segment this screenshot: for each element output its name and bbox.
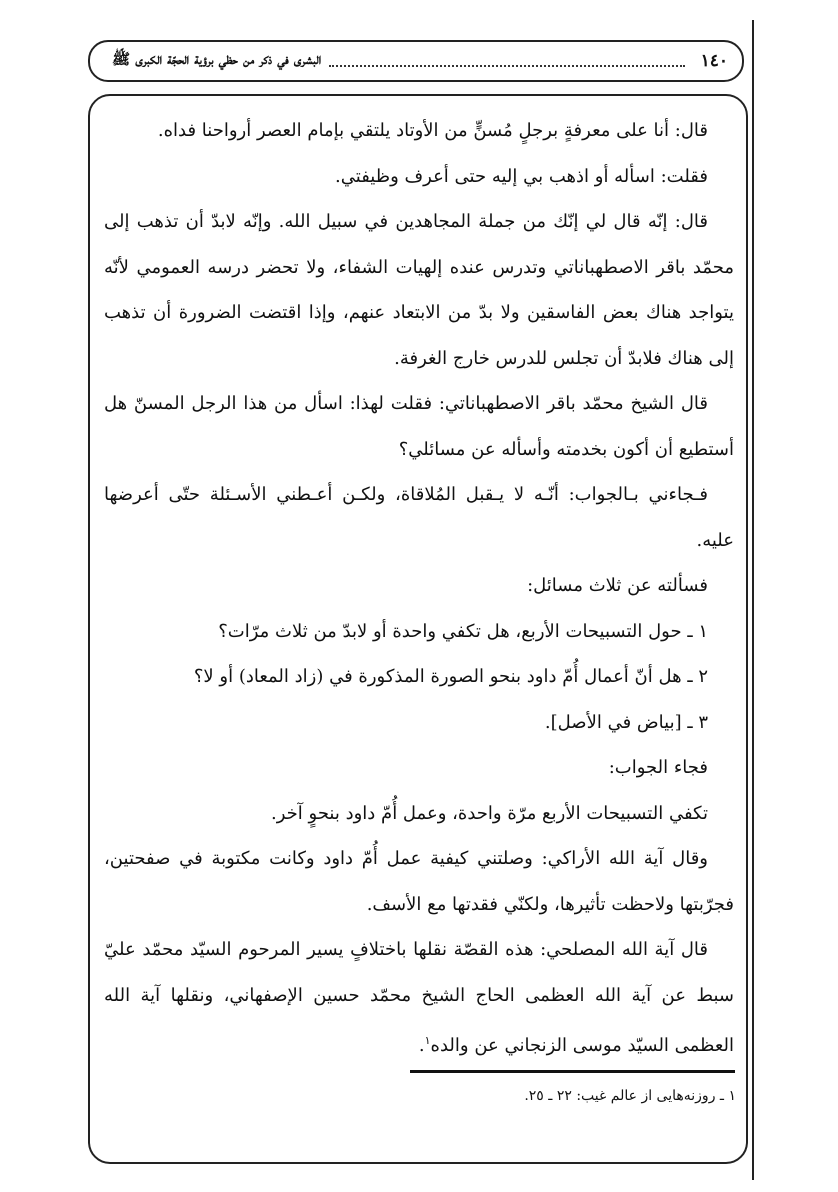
- paragraph: قال: أنا على معرفةٍ برجلٍ مُسنٍّ من الأوتاد يلتقي بإمام العصر أرواحنا فداه.: [157, 120, 708, 141]
- page-number: ١٤٠: [700, 51, 728, 71]
- paragraph: فـجاءني بـالجواب: أنّـه لا يـقبل المُلاقاة، ولكـن أعـطني الأسـئلة حتّى أعرضها عليه.: [104, 484, 734, 551]
- header-title: البشرى في ذكر من حظي برؤية الحجّة الكبرى ﷺ: [112, 50, 322, 68]
- list-item: ٣ ـ [بياض في الأصل].: [544, 711, 708, 733]
- paragraph: تكفي التسبيحات الأربع مرّة واحدة، وعمل أُمّ داود بنحوٍ آخر.: [271, 802, 708, 824]
- paragraph: فقلت: اسأله أو اذهب بي إليه حتى أعرف وظيفتي.: [335, 165, 708, 187]
- paragraph: وقال آية الله الأراكي: وصلتني كيفية عمل أُمّ داود وكانت مكتوبة في صفحتين، فجرّبتها ولاحظت تأثيرها، ولكنّي فقدتها مع الأسف.: [104, 848, 734, 915]
- paragraph: قال آية الله المصلحي: هذه القصّة نقلها باختلافٍ يسير المرحوم السيّد محمّد عليّ سبط عن آية الله العظمى الحاج الشيخ محمّد حسين الإصفهاني، ونقلها آية الله العظمى السيّد موسى الزنجاني عن والده: [104, 939, 734, 1056]
- footnote-reference: ١: [424, 1034, 431, 1047]
- body-text: [104, 108, 734, 1069]
- paragraph-with-footnote: [104, 927, 734, 1069]
- footnote-separator: [410, 1070, 735, 1073]
- paragraph: فسألته عن ثلاث مسائل:: [527, 575, 708, 596]
- header-leader-dots: [329, 55, 684, 67]
- paragraph: قال: إنّه قال لي إنّك من جملة المجاهدين في سبيل الله. وإنّه لابدّ أن تذهب إلى محمّد باقر الاصطهباناتي وتدرس عنده إلهيات الشفاء، ولا تحضر درسه العمومي لأنّه يتواجد هناك بعض الفاسقين ولا بدّ من الابتعاد عنهم، وإذا اقتضت الضرورة أن تذهب إلى هناك فلابدّ أن تجلس للدرس خارج الغرفة.: [104, 211, 734, 369]
- list-item: ٢ ـ هل أنّ أعمال أُمّ داود بنحو الصورة المذكورة في (زاد المعاد) أو لا؟: [193, 666, 708, 687]
- page-margin-rule: [752, 20, 754, 1180]
- paragraph: فجاء الجواب:: [608, 757, 708, 778]
- paragraph-end-period: .: [418, 1035, 425, 1056]
- footnote: ١ ـ روزنه‌هايى از عالم غيب: ٢٢ ـ ٢٥.: [524, 1088, 736, 1104]
- list-item: ١ ـ حول التسبيحات الأربع، هل تكفي واحدة أو لابدّ من ثلاث مرّات؟: [218, 620, 708, 642]
- paragraph: قال الشيخ محمّد باقر الاصطهباناتي: فقلت لهذا: اسأل من هذا الرجل المسنّ هل أستطيع أن أكون بخدمته وأسأله عن مسائلي؟: [104, 393, 734, 460]
- running-header: [88, 40, 744, 82]
